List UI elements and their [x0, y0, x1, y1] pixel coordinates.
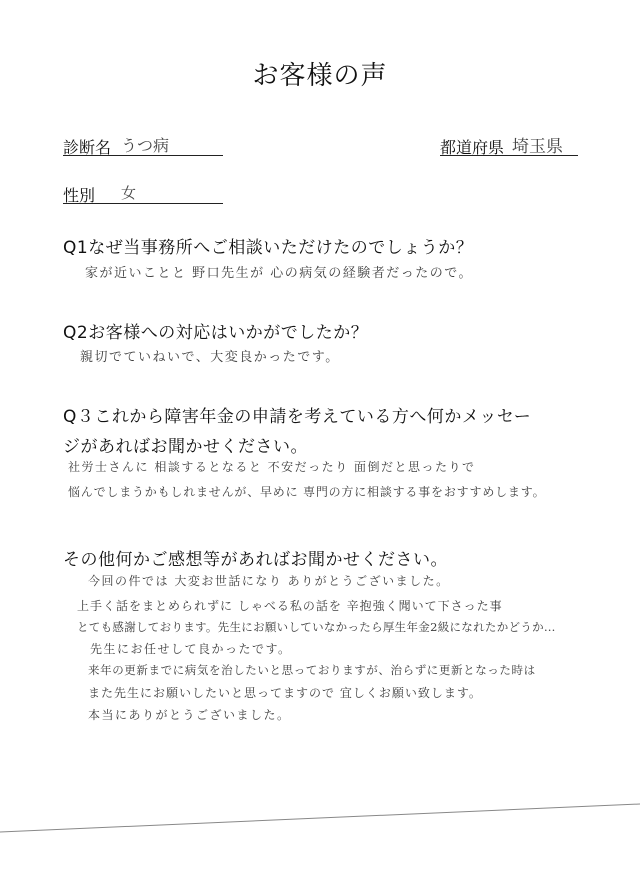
q4-answer-line: 今回の件では 大変お世話になり ありがとうございました。 — [88, 574, 450, 588]
q4-answer-line: 先生にお任せして良かったです。 — [90, 642, 292, 656]
q3-answer-line: 社労士さんに 相談するとなると 不安だったり 面倒だと思ったりで — [68, 460, 476, 474]
page-title: お客様の声 — [252, 61, 388, 91]
q4-answer-line: 本当にありがとうございました。 — [88, 708, 291, 722]
q1-question: Q1なぜ当事務所へご相談いただけたのでしょうか？ — [63, 238, 474, 258]
q4-answer-line: また先生にお願いしたいと思ってますので 宜しくお願い致します。 — [88, 686, 482, 700]
q4-question: その他何かご感想等があればお聞かせください。 — [63, 550, 448, 570]
q4-answer-line: 上手く話をまとめられずに しゃべる私の話を 辛抱強く聞いて下さった事 — [77, 599, 503, 613]
q1-answer: 家が近いことと 野口先生が 心の病気の経験者だったので。 — [85, 266, 474, 281]
gender-value: 女 — [121, 184, 137, 202]
gender-field — [63, 183, 223, 207]
diagnosis-underline — [63, 155, 223, 156]
bottom-border-line — [0, 800, 640, 840]
q2-question: Q2お客様への対応はいかがでしたか？ — [63, 323, 369, 343]
q4-answer-line: とても感謝しております。先生にお願いしていなかったら厚生年金2級になれたかどうか… — [77, 620, 556, 634]
q3-question-line1: Q３これから障害年金の申請を考えている方へ何かメッセー — [63, 407, 532, 427]
gender-underline — [63, 203, 223, 204]
q4-answer-line: 来年の更新までに病気を治したいと思っておりますが、治らずに更新となった時は — [88, 663, 536, 677]
q2-answer: 親切でていねいで、大変良かったです。 — [80, 350, 340, 365]
diagnosis-value: うつ病 — [121, 136, 170, 155]
prefecture-label: 都道府県 — [440, 138, 505, 157]
gender-label: 性別 — [63, 186, 96, 205]
diagnosis-field — [63, 135, 223, 159]
diagnosis-label: 診断名 — [63, 138, 112, 157]
q3-answer-line: 悩んでしまうかもしれませんが、早めに 専門の方に相談する事をおすすめします。 — [68, 485, 546, 499]
prefecture-field — [440, 135, 580, 159]
q3-question-line2: ジがあればお聞かせください。 — [63, 437, 308, 457]
prefecture-underline — [440, 155, 578, 156]
prefecture-value: 埼玉県 — [512, 137, 563, 157]
